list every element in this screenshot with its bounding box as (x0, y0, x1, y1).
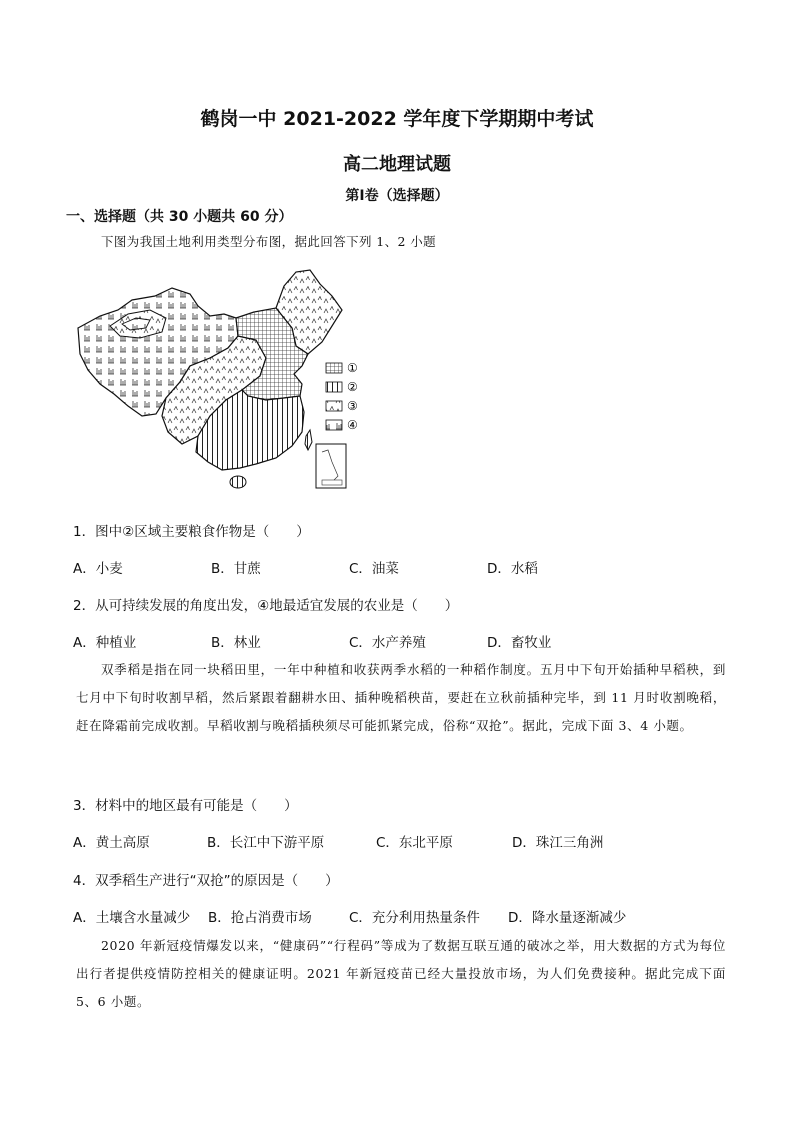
question-3-option-d: D．珠江三角洲 (512, 835, 604, 851)
exam-title: 鹤岗一中 2021-2022 学年度下学期期中考试 (200, 108, 594, 130)
question-1-option-b: B．甘蔗 (211, 561, 261, 577)
question-1-option-c: C．油菜 (349, 561, 399, 577)
question-1-option-d: D．水稻 (487, 561, 538, 577)
question-2-option-b: B．林业 (211, 635, 261, 651)
question-3-option-c: C．东北平原 (376, 835, 453, 851)
question-2-option-a: A．种植业 (73, 635, 137, 651)
question-1-stem: 1．图中②区域主要粮食作物是（ ） (73, 524, 310, 540)
legend-label-1: ① (347, 361, 358, 375)
question-3-option-b: B．长江中下游平原 (207, 835, 325, 851)
question-3-option-a: A．黄土高原 (73, 835, 150, 851)
hainan-island (230, 476, 246, 488)
passage-double-season-rice (76, 656, 726, 740)
legend-label-2: ② (347, 380, 358, 394)
section-heading: 一、选择题（共 30 小题共 60 分） (66, 209, 293, 225)
map-legend (326, 361, 358, 432)
question-4-option-d: D．降水量逐渐减少 (508, 910, 627, 926)
question-4-option-c: C．充分利用热量条件 (349, 910, 480, 926)
passage-covid-text: 2020 年新冠疫情爆发以来，“健康码”“行程码”等成为了数据互联互通的破冰之举，用大数据的方式为每位出行者提供疫情防控相关的健康证明。2021 年新冠疫苗已经大量投放市场，为人们免费接种。据此完成下面 5、6 小题。 (76, 938, 726, 1009)
taiwan-island (305, 430, 312, 450)
passage-health-code (76, 932, 726, 1016)
question-1-option-a: A．小麦 (73, 561, 123, 577)
question-4-stem: 4．双季稻生产进行“双抢”的原因是（ ） (73, 873, 339, 889)
legend-label-3: ③ (347, 399, 358, 413)
question-4-option-a: A．土壤含水量减少 (73, 910, 191, 926)
question-2-stem: 2．从可持续发展的角度出发，④地最适宜发展的农业是（ ） (73, 598, 459, 614)
south-china-sea-inset (316, 444, 346, 488)
question-2-option-d: D．畜牧业 (487, 635, 552, 651)
question-4-option-b: B．抢占消费市场 (208, 910, 312, 926)
exam-subtitle: 高二地理试题 (343, 154, 451, 175)
passage-rice-text: 双季稻是指在同一块稻田里，一年中种植和收获两季水稻的一种稻作制度。五月中下旬开始插种早稻秧，到七月中下旬时收割早稻，然后紧跟着翻耕水田、插种晚稻秧苗，要赶在立秋前插种完毕，到 11 月时收割晚稻，赶在降霜前完成收割。早稻收割与晚稻插秧须尽可能抓紧完成，俗称“双抢”。据此，完成下面 3、4 小题。 (76, 662, 726, 733)
legend-label-4: ④ (347, 418, 358, 432)
china-land-use-map (70, 266, 370, 498)
map-intro-text: 下图为我国土地利用类型分布图，据此回答下列 1、2 小题 (101, 234, 437, 249)
volume-label: 第Ⅰ卷（选择题） (345, 188, 449, 204)
question-2-option-c: C．水产养殖 (349, 635, 426, 651)
question-3-stem: 3．材料中的地区最有可能是（ ） (73, 798, 298, 814)
